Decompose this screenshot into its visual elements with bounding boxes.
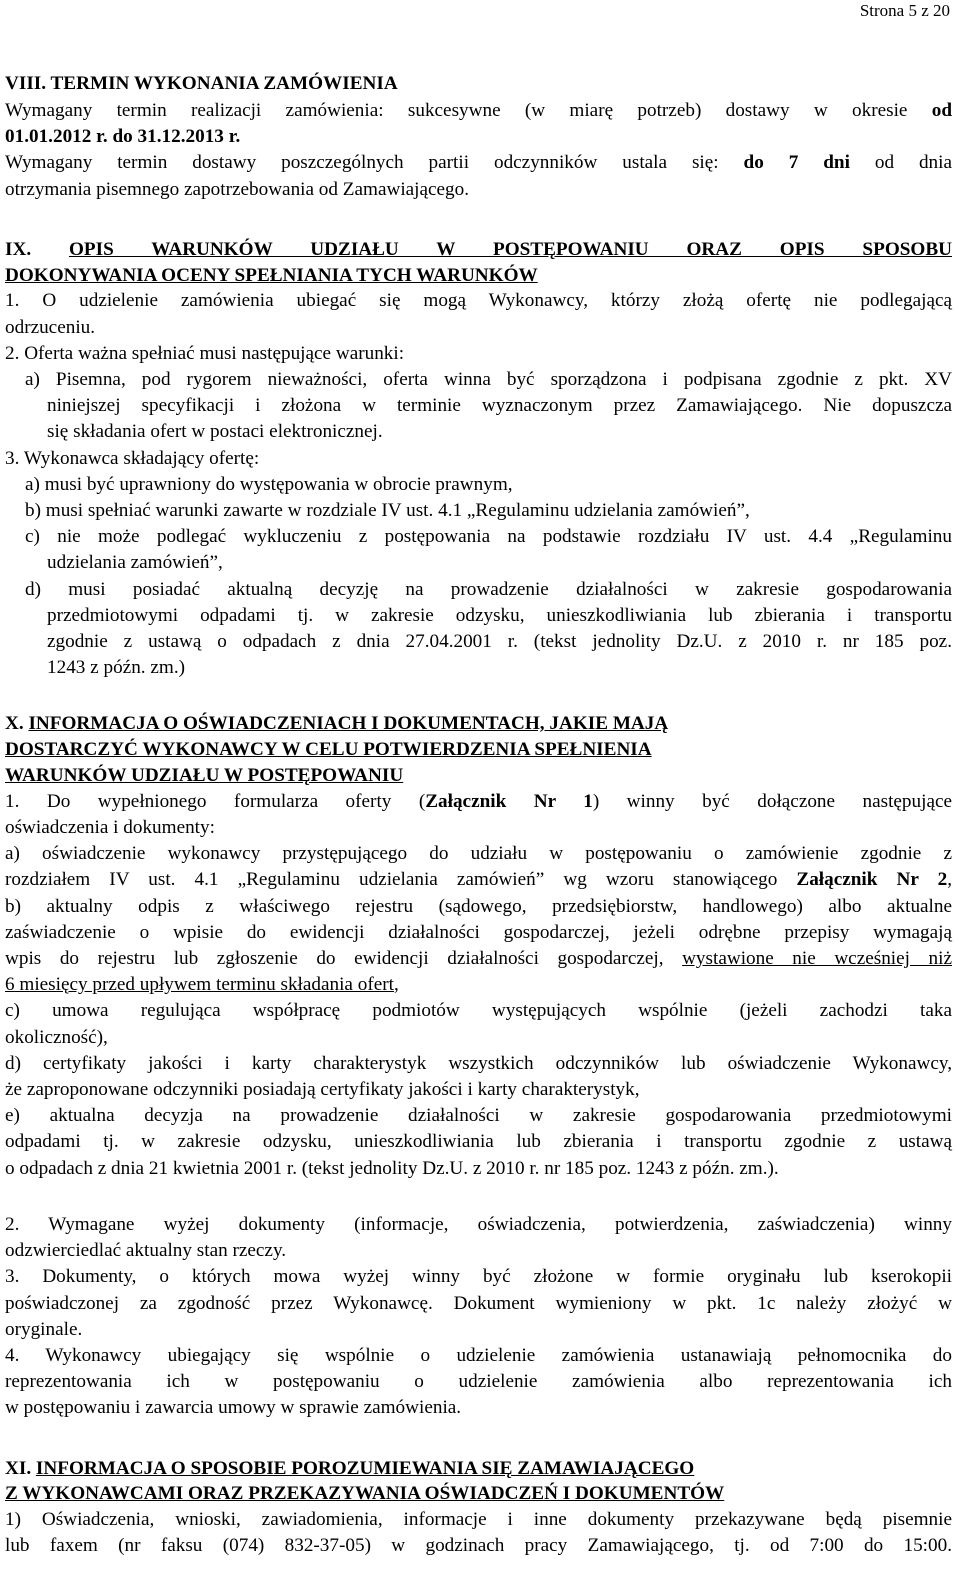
s8-line-2: 01.01.2012 r. do 31.12.2013 r. xyxy=(5,126,241,148)
section-ix-heading: IX. OPIS WARUNKÓW UDZIAŁU W POSTĘPOWANIU ORAZ OPIS SPOSOBU xyxy=(5,238,952,260)
section-x-heading: X. INFORMACJA O OŚWIADCZENIACH I DOKUMENTACH, JAKIE MAJĄ xyxy=(5,713,669,735)
spacer xyxy=(5,1422,952,1456)
s10-e-line-1: e) aktualna decyzja na prowadzenie działalności w zakresie gospodarowania przedmiotowymi xyxy=(5,1105,952,1127)
s9-p3d-line-4: 1243 z późn. zm.) xyxy=(47,657,186,679)
section-x-heading-line-3: WARUNKÓW UDZIAŁU W POSTĘPOWANIU xyxy=(5,765,404,787)
s8-line-3: Wymagany termin dostawy poszczególnych partii odczynników ustala się: do 7 dni od dnia xyxy=(5,152,952,174)
s10-b-line-4: 6 miesięcy przed upływem terminu składania ofert, xyxy=(5,974,399,996)
section-viii-heading: VIII. TERMIN WYKONANIA ZAMÓWIENIA xyxy=(5,73,398,94)
s10-p1-line-1: 1. Do wypełnionego formularza oferty (Załącznik Nr 1) winny być dołączone następujące xyxy=(5,790,952,812)
section-xi-heading-line-2: Z WYKONAWCAMI ORAZ PRZEKAZYWANIA OŚWIADCZEŃ I DOKUMENTÓW xyxy=(5,1483,725,1505)
spacer xyxy=(5,1182,952,1212)
s9-p3c-line-2: udzielania zamówień”, xyxy=(47,552,223,574)
s10-p3-line-2: poświadczonej za zgodność przez Wykonawcę. Dokument wymieniony w pkt. 1c należy złożyć w xyxy=(5,1292,952,1314)
s10-p1-line-2: oświadczenia i dokumenty: xyxy=(5,817,215,839)
s9-p3a: a) musi być uprawniony do występowania w obrocie prawnym, xyxy=(25,473,513,495)
s11-p1-line-2: lub faxem (nr faksu (074) 832-37-05) w godzinach pracy Zamawiającego, tj. od 7:00 do 15:00. xyxy=(5,1535,952,1557)
s10-p4-line-1: 4. Wykonawcy ubiegający się wspólnie o udzielenie zamówienia ustanawiają pełnomocnika do xyxy=(5,1344,952,1366)
document-page xyxy=(5,70,952,1560)
s10-p3-line-1: 3. Dokumenty, o których mowa wyżej winny być złożone w formie oryginału lub kserokopii xyxy=(5,1266,952,1288)
s10-e-line-2: odpadami tj. w zakresie odzysku, unieszkodliwiania lub zbierania i transportu zgodnie z ustawą xyxy=(5,1131,952,1153)
s9-p1-line-2: odrzuceniu. xyxy=(5,316,96,338)
s9-p3d-line-3: zgodnie z ustawą o odpadach z dnia 27.04.2001 r. (tekst jednolity Dz.U. z 2010 r. nr 185 poz. xyxy=(47,631,952,653)
s10-c-line-2: okoliczność), xyxy=(5,1026,108,1048)
s9-p3b: b) musi spełniać warunki zawarte w rozdziale IV ust. 4.1 „Regulaminu udzielania zamówień”, xyxy=(25,500,750,522)
s9-p2a-line-1: a) Pisemna, pod rygorem nieważności, oferta winna być sporządzona i podpisana zgodnie z pkt. XV xyxy=(25,369,952,391)
s10-p3-line-3: oryginale. xyxy=(5,1318,83,1340)
s10-b-line-3: wpis do rejestru lub zgłoszenie do ewidencji działalności gospodarczej, wystawione nie wcześniej niż xyxy=(5,948,952,970)
s10-c-line-1: c) umowa regulująca współpracę podmiotów występujących wspólnie (jeżeli zachodzi taka xyxy=(5,1000,952,1022)
s9-p3d-line-1: d) musi posiadać aktualną decyzję na prowadzenie działalności w zakresie gospodarowania xyxy=(25,578,952,600)
s9-p3d-line-2: przedmiotowymi odpadami tj. w zakresie odzysku, unieszkodliwiania lub zbierania i transportu xyxy=(47,604,952,626)
s9-p2a-line-2: niniejszej specyfikacji i złożona w terminie wyznaczonym przez Zamawiającego. Nie dopuszcza xyxy=(47,395,952,417)
s10-a-line-1: a) oświadczenie wykonawcy przystępującego do udziału w postępowaniu o zamówienie zgodnie z xyxy=(5,843,952,865)
s8-line-4: otrzymania pisemnego zapotrzebowania od Zamawiającego. xyxy=(5,178,470,200)
s10-p4-line-3: w postępowaniu i zawarcia umowy w sprawie zamówienia. xyxy=(5,1397,462,1419)
s10-d-line-1: d) certyfikaty jakości i karty charakterystyk wszystkich odczynników lub oświadczenie Wykonawcy, xyxy=(5,1052,952,1074)
s10-p2-line-2: odzwierciedlać aktualny stan rzeczy. xyxy=(5,1240,287,1262)
s10-p4-line-2: reprezentowania ich w postępowaniu o udzielenie zamówienia albo reprezentowania ich xyxy=(5,1371,952,1393)
s10-b-line-2: zaświadczenie o wpisie do ewidencji działalności gospodarczej, jeżeli odrębne przepisy wymagają xyxy=(5,921,952,943)
section-x-heading-line-2: DOSTARCZYĆ WYKONAWCY W CELU POTWIERDZENIA SPEŁNIENIA xyxy=(5,739,652,761)
s10-b-line-1: b) aktualny odpis z właściwego rejestru (sądowego, przedsiębiorstw, handlowego) albo aktualne xyxy=(5,895,952,917)
s8-line-1: Wymagany termin realizacji zamówienia: sukcesywne (w miarę potrzeb) dostawy w okresie od xyxy=(5,100,952,121)
s9-p3c-line-1: c) nie może podlegać wykluczeniu z postępowania na podstawie rozdziału IV ust. 4.4 „Regulaminu xyxy=(25,526,952,548)
s10-a-line-2: rozdziałem IV ust. 4.1 „Regulaminu udzielania zamówień” wg wzoru stanowiącego Załącznik Nr 2, xyxy=(5,869,952,891)
spacer xyxy=(5,203,952,237)
page-number: Strona 5 z 20 xyxy=(859,1,950,20)
s10-p2-line-1: 2. Wymagane wyżej dokumenty (informacje, oświadczenia, potwierdzenia, zaświadczenia) winny xyxy=(5,1213,952,1235)
section-ix-heading-line-2: DOKONYWANIA OCENY SPEŁNIANIA TYCH WARUNKÓW xyxy=(5,264,538,286)
s9-p3: 3. Wykonawca składający ofertę: xyxy=(5,447,260,469)
s9-p2a-line-3: się składania ofert w postaci elektronicznej. xyxy=(47,421,383,443)
s10-d-line-2: że zaproponowane odczynniki posiadają certyfikaty jakości i karty charakterystyk, xyxy=(5,1079,640,1101)
s9-p2: 2. Oferta ważna spełniać musi następujące warunki: xyxy=(5,342,405,364)
s9-p1-line-1: 1. O udzielenie zamówienia ubiegać się mogą Wykonawcy, którzy złożą ofertę nie podlegającą xyxy=(5,290,952,312)
section-xi-heading: XI. INFORMACJA O SPOSOBIE POROZUMIEWANIA SIĘ ZAMAWIAJĄCEGO xyxy=(5,1457,695,1479)
spacer xyxy=(5,681,952,711)
s10-e-line-3: o odpadach z dnia 21 kwietnia 2001 r. (tekst jednolity Dz.U. z 2010 r. nr 185 poz. 1243 z późn. zm.). xyxy=(5,1157,779,1179)
s11-p1-line-1: 1) Oświadczenia, wnioski, zawiadomienia, informacje i inne dokumenty przekazywane będą pisemnie xyxy=(5,1509,952,1531)
